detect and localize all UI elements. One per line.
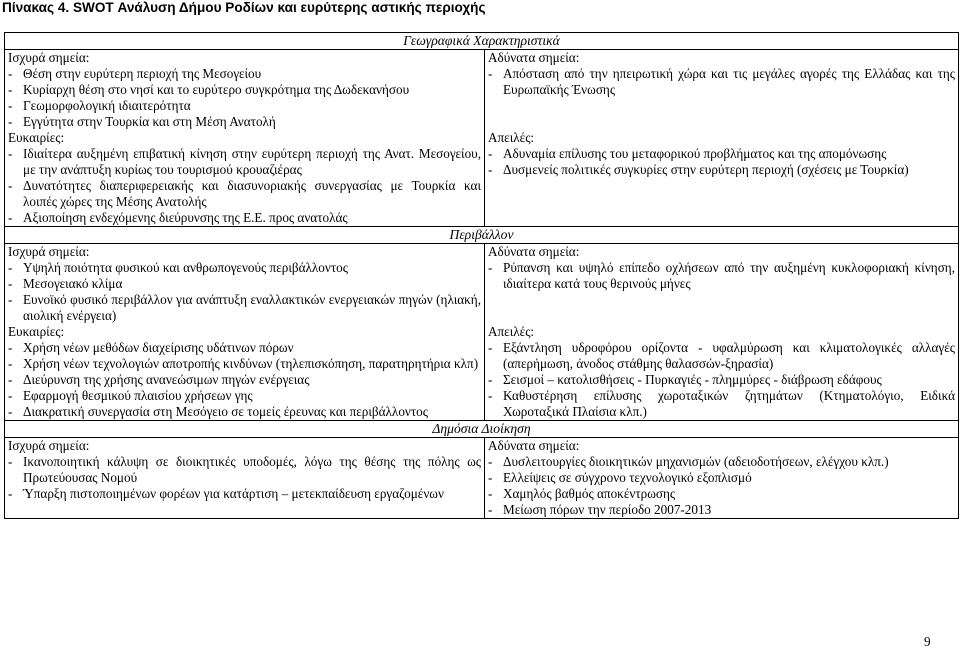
table-row: [5, 438, 959, 519]
list-item: - Απόσταση από την ηπειρωτική χώρα και τις μεγάλες αγορές της Ελλάδας και της Ευρωπαϊκής Ένωσης: [488, 66, 956, 97]
list-item: - Ικανοποιητική κάλυψη σε διοικητικές υποδομές, λόγω της θέσης της πόλης ως Πρωτεύουσας Νομού: [8, 454, 481, 485]
list-item: - Ελλείψεις σε σύγχρονο τεχνολογικό εξοπλισμό: [488, 470, 752, 485]
list-item: - Αδυναμία επίλυσης του μεταφορικού προβλήματος και της απομόνωσης: [488, 146, 887, 161]
strengths-cell: [5, 438, 485, 519]
section-heading-row: [5, 33, 959, 50]
threats-cell: [485, 324, 959, 421]
cell-label: Αδύνατα σημεία:: [488, 50, 580, 65]
list-item: - Δυσμενείς πολιτικές συγκυρίες στην ευρύτερη περιοχή (σχέσεις με Τουρκία): [488, 162, 909, 177]
cell-label: Ισχυρά σημεία:: [8, 438, 90, 453]
list-item: - Κυρίαρχη θέση στο νησί και το ευρύτερο συγκρότημα της Δωδεκανήσου: [8, 82, 410, 97]
strengths-cell: [5, 244, 485, 325]
cell-label: Ισχυρά σημεία:: [8, 244, 90, 259]
cell-label: Αδύνατα σημεία:: [488, 438, 580, 453]
weaknesses-cell: [485, 50, 959, 131]
list-item: - Δυσλειτουργίες διοικητικών μηχανισμών (αδειοδοτήσεων, ελέγχου κλπ.): [488, 454, 889, 469]
table-row: [5, 244, 959, 325]
page-number: 9: [924, 634, 931, 649]
list-item: - Διακρατική συνεργασία στη Μεσόγειο σε τομείς έρευνας και περιβάλλοντος: [8, 404, 429, 419]
list-item: - Αξιοποίηση ενδεχόμενης διεύρυνσης της Ε.Ε. προς ανατολάς: [8, 210, 348, 225]
cell-label: Απειλές:: [488, 324, 535, 339]
list-item: - Καθυστέρηση επίλυσης χωροταξικών ζητημάτων (Κτηματολόγιο, Ειδικά Χωροταξικά Πλαίσια κλπ.): [488, 388, 956, 419]
list-item: - Ιδιαίτερα αυξημένη επιβατική κίνηση στην ευρύτερη περιοχή της Ανατ. Μεσογείου, με την ανάπτυξη κυρίως του τουρισμού κρουαζιέρας: [8, 146, 481, 177]
opportunities-cell: [5, 130, 485, 227]
section-heading-row: [5, 421, 959, 438]
list-item: - Θέση στην ευρύτερη περιοχή της Μεσογείου: [8, 66, 262, 81]
opportunities-cell: [5, 324, 485, 421]
list-item: - Ευνοϊκό φυσικό περιβάλλον για ανάπτυξη εναλλακτικών ενεργειακών πηγών (ηλιακή, αιολική ενέργεια): [8, 292, 481, 323]
weaknesses-cell: [485, 438, 959, 519]
section-heading-row: [5, 227, 959, 244]
document-title: Πίνακας 4. SWOT Ανάλυση Δήμου Ροδίων και ευρύτερης αστικής περιοχής: [2, 0, 486, 15]
list-item: - Διεύρυνση της χρήσης ανανεώσιμων πηγών ενέργειας: [8, 372, 310, 387]
list-item: - Ύπαρξη πιστοποιημένων φορέων για κατάρτιση – μετεκπαίδευση εργαζομένων: [8, 486, 444, 501]
list-item: - Εξάντληση υδροφόρου ορίζοντα - υφαλμύρωση και κλιματολογικές αλλαγές (απερήμωση, άνοδος στάθμης θαλασσών-ξηρασία): [488, 340, 956, 371]
table-row: [5, 130, 959, 227]
threats-cell: [485, 130, 959, 227]
list-item: - Σεισμοί – κατολισθήσεις - Πυρκαγιές - πλημμύρες - διάβρωση εδάφους: [488, 372, 882, 387]
table-row: [5, 324, 959, 421]
list-item: - Ρύπανση και υψηλό επίπεδο οχλήσεων από την αυξημένη κυκλοφοριακή κίνηση, ιδιαίτερα κατά τους θερινούς μήνες: [488, 260, 956, 291]
table-row: [5, 50, 959, 131]
list-item: - Εγγύτητα στην Τουρκία και στη Μέση Ανατολή: [8, 114, 276, 129]
list-item: - Υψηλή ποιότητα φυσικού και ανθρωπογενούς περιβάλλοντος: [8, 260, 348, 275]
list-item: - Χρήση νέων μεθόδων διαχείρισης υδάτινων πόρων: [8, 340, 294, 355]
section-heading-environment: Περιβάλλον: [5, 227, 959, 244]
list-item: - Δυνατότητες διαπεριφερειακής και διασυνοριακής συνεργασίας με Τουρκία και λοιπές χώρες της Μέσης Ανατολής: [8, 178, 481, 209]
cell-label: Αδύνατα σημεία:: [488, 244, 580, 259]
strengths-cell: [5, 50, 485, 131]
section-heading-public-administration: Δημόσια Διοίκηση: [5, 421, 959, 438]
list-item: - Χρήση νέων τεχνολογιών αποτροπής κινδύνων (τηλεπισκόπηση, παρατηρητήρια κλπ): [8, 356, 479, 371]
list-item: - Μείωση πόρων την περίοδο 2007-2013: [488, 502, 712, 517]
swot-table: [4, 32, 959, 519]
list-item: - Εφαρμογή θεσμικού πλαισίου χρήσεων γης: [8, 388, 253, 403]
cell-label: Ευκαιρίες:: [8, 130, 65, 145]
section-heading-geography: Γεωγραφικά Χαρακτηριστικά: [5, 33, 959, 50]
weaknesses-cell: [485, 244, 959, 325]
list-item: - Χαμηλός βαθμός αποκέντρωσης: [488, 486, 676, 501]
list-item: - Γεωμορφολογική ιδιαιτερότητα: [8, 98, 191, 113]
cell-label: Απειλές:: [488, 130, 535, 145]
list-item: - Μεσογειακό κλίμα: [8, 276, 123, 291]
cell-label: Ισχυρά σημεία:: [8, 50, 90, 65]
cell-label: Ευκαιρίες:: [8, 324, 65, 339]
